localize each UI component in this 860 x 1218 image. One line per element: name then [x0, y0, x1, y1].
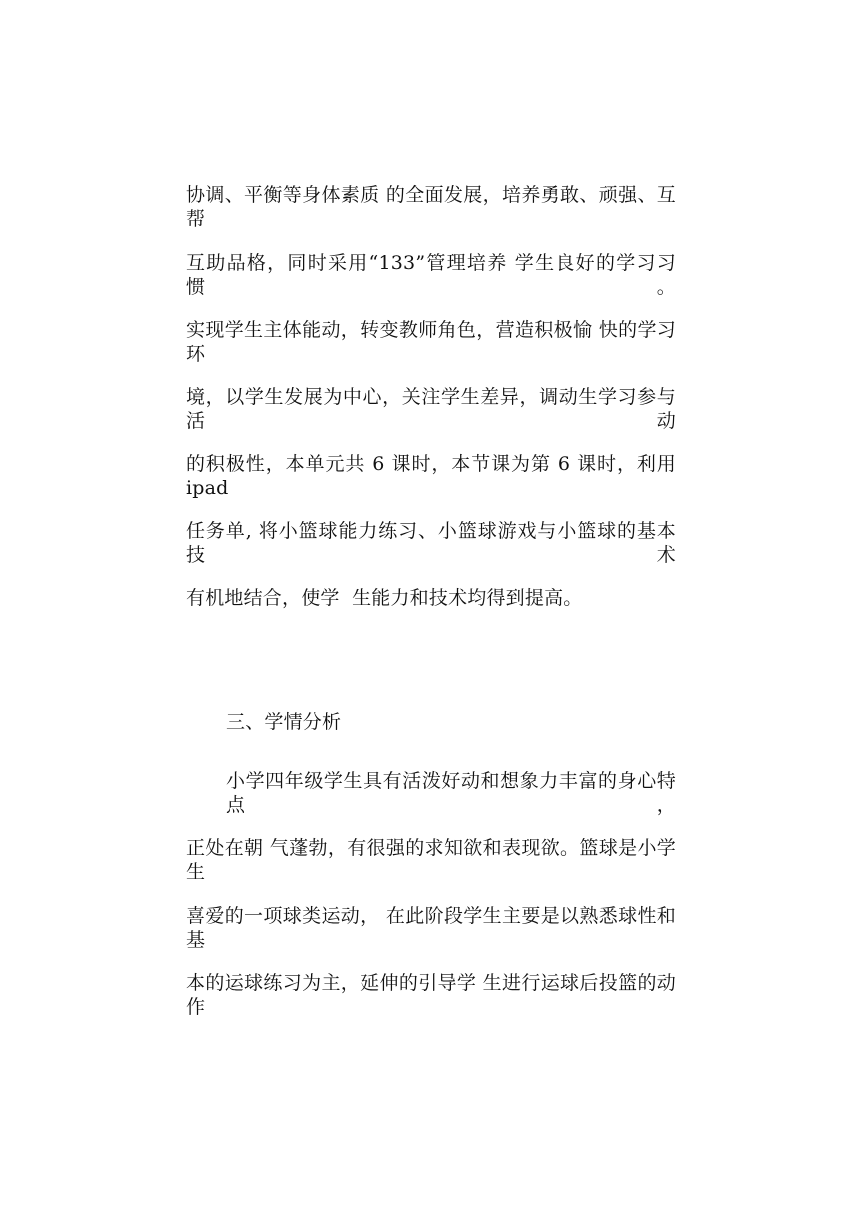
paragraph-line: 喜爱的一项球类运动， 在此阶段学生主要是以熟悉球性和基 — [186, 905, 676, 951]
paragraph-line: 小学四年级学生具有活泼好动和想象力丰富的身心特点， — [226, 770, 676, 816]
paragraph-line: 境，以学生发展为中心，关注学生差异，调动生学习参与活 动 — [186, 386, 676, 432]
paragraph-line: 有机地结合，使学 生能力和技术均得到提高。 — [186, 587, 583, 609]
paragraph-line: 互助品格，同时采用“133”管理培养 学生良好的学习习惯。 — [186, 252, 676, 298]
paragraph-line: 的积极性，本单元共 6 课时，本节课为第 6 课时，利用 ipad — [186, 453, 676, 499]
paragraph-line: 本的运球练习为主，延伸的引导学 生进行运球后投篮的动作 — [186, 972, 676, 1018]
paragraph-line: 任务单, 将小篮球能力练习、小篮球游戏与小篮球的基本技术 — [186, 520, 676, 566]
paragraph-line: 实现学生主体能动，转变教师角色，营造积极愉 快的学习环 — [186, 319, 676, 365]
paragraph-line: 协调、平衡等身体素质 的全面发展，培养勇敢、顽强、互帮 — [186, 184, 676, 230]
section-heading: 三、学情分析 — [226, 711, 342, 733]
paragraph-line: 正处在朝 气蓬勃，有很强的求知欲和表现欲。篮球是小学生 — [186, 837, 676, 883]
